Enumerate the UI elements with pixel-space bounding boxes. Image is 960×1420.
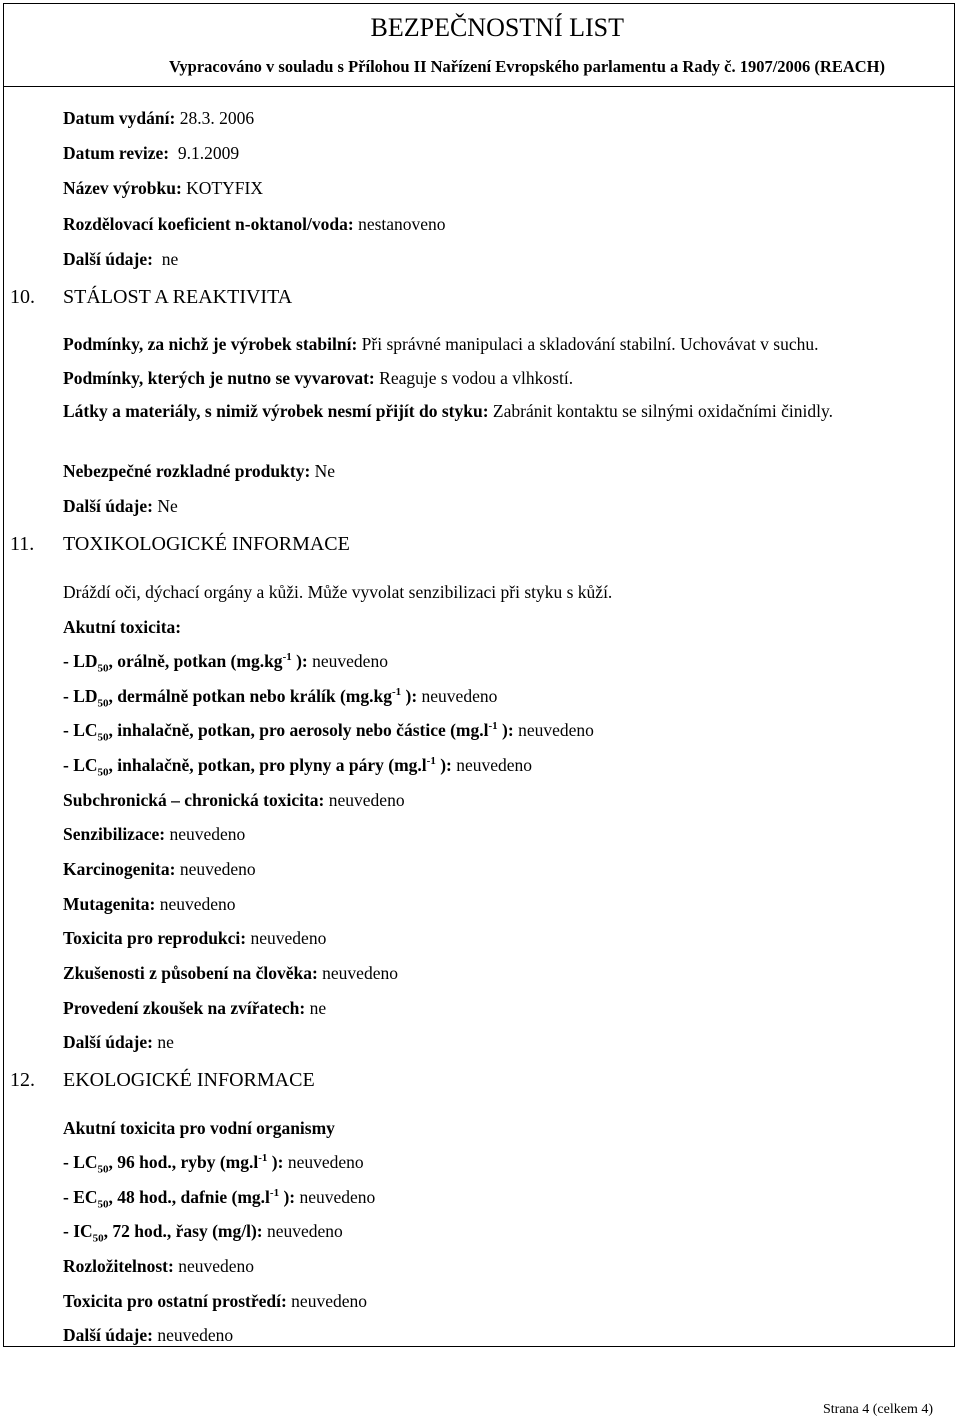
incompatible-materials: Látky a materiály, s nimiž výrobek nesmí přijít do styku: Zabránit kontaktu se silnými oxidačními činidly. <box>63 401 833 421</box>
ld50-dermal: - $LD_{50}$, dermálně potkan nebo králík ($mg.kg^{-1}$ ): neuvedeno <box>63 686 498 710</box>
environmental-toxicity: Toxicita pro ostatní prostředí: neuvedeno <box>63 1291 367 1311</box>
revision-date: Datum revize: 9.1.2009 <box>63 143 240 163</box>
section11-other: Další údaje: ne <box>63 1032 174 1052</box>
animal-testing: Provedení zkoušek na zvířatech: ne <box>63 998 327 1018</box>
ic50-algae: - $IC_{50}$, 72 hod., řasy (mg/l): neuvedeno <box>63 1221 343 1245</box>
section-12-heading: 12. EKOLOGICKÉ INFORMACE <box>10 1069 315 1091</box>
partition-coefficient: Rozdělovací koeficient n-oktanol/voda: nestanoveno <box>63 214 446 234</box>
lc50-fish: - $LC_{50}$, 96 hod., ryby ($mg.l^{-1}$ ): neuvedeno <box>63 1152 364 1176</box>
stability-conditions: Podmínky, za nichž je výrobek stabilní: Při správné manipulaci a skladování stabilní. Uchovávat v suchu. <box>63 334 819 354</box>
ec50-daphnia: - $EC_{50}$, 48 hod., dafnie ($mg.l^{-1}$ ): neuvedeno <box>63 1187 376 1211</box>
toxicology-intro: Dráždí oči, dýchací orgány a kůži. Může vyvolat senzibilizaci při styku s kůží. <box>63 582 613 602</box>
page-frame <box>3 3 955 1347</box>
section-10-heading: 10. STÁLOST A REAKTIVITA <box>10 286 293 308</box>
issue-date: Datum vydání: 28.3. 2006 <box>63 108 255 128</box>
section10-other: Další údaje: Ne <box>63 496 178 516</box>
lc50-gas: - $LC_{50}$, inhalačně, potkan, pro plyny a páry ($mg.l^{-1}$ ): neuvedeno <box>63 755 533 779</box>
acute-toxicity-label: Akutní toxicita: <box>63 617 182 637</box>
sensitization: Senzibilizace: neuvedeno <box>63 824 246 844</box>
document-title: BEZPEČNOSTNÍ LIST <box>370 13 624 42</box>
decomposition-products: Nebezpečné rozkladné produkty: Ne <box>63 461 336 481</box>
subchronic-toxicity: Subchronická – chronická toxicita: neuvedeno <box>63 790 405 810</box>
ld50-oral: - $LD_{50}$, orálně, potkan ($mg.kg^{-1}$ ): neuvedeno <box>63 651 388 675</box>
lc50-aerosol: - $LC_{50}$, inhalačně, potkan, pro aerosoly nebo částice ($mg.l^{-1}$ ): neuvedeno <box>63 720 594 744</box>
section-11-heading: 11. TOXIKOLOGICKÉ INFORMACE <box>10 533 350 555</box>
mutagenicity: Mutagenita: neuvedeno <box>63 894 236 914</box>
aquatic-toxicity-label: Akutní toxicita pro vodní organismy <box>63 1118 335 1138</box>
conditions-to-avoid: Podmínky, kterých je nutno se vyvarovat: Reaguje s vodou a vlhkostí. <box>63 368 574 388</box>
section9-other: Další údaje: ne <box>63 249 179 269</box>
reproductive-toxicity: Toxicita pro reprodukci: neuvedeno <box>63 928 327 948</box>
human-experience: Zkušenosti z působení na člověka: neuvedeno <box>63 963 398 983</box>
carcinogenicity: Karcinogenita: neuvedeno <box>63 859 256 879</box>
section12-other: Další údaje: neuvedeno <box>63 1325 234 1345</box>
document-header <box>3 3 955 87</box>
document-subtitle: Vypracováno v souladu s Přílohou II Nařízení Evropského parlamentu a Rady č. 1907/2006 (REACH) <box>169 57 885 76</box>
product-name: Název výrobku: KOTYFIX <box>63 178 263 198</box>
page-number: Strana 4 (celkem 4) <box>822 1402 933 1417</box>
degradability: Rozložitelnost: neuvedeno <box>63 1256 254 1276</box>
